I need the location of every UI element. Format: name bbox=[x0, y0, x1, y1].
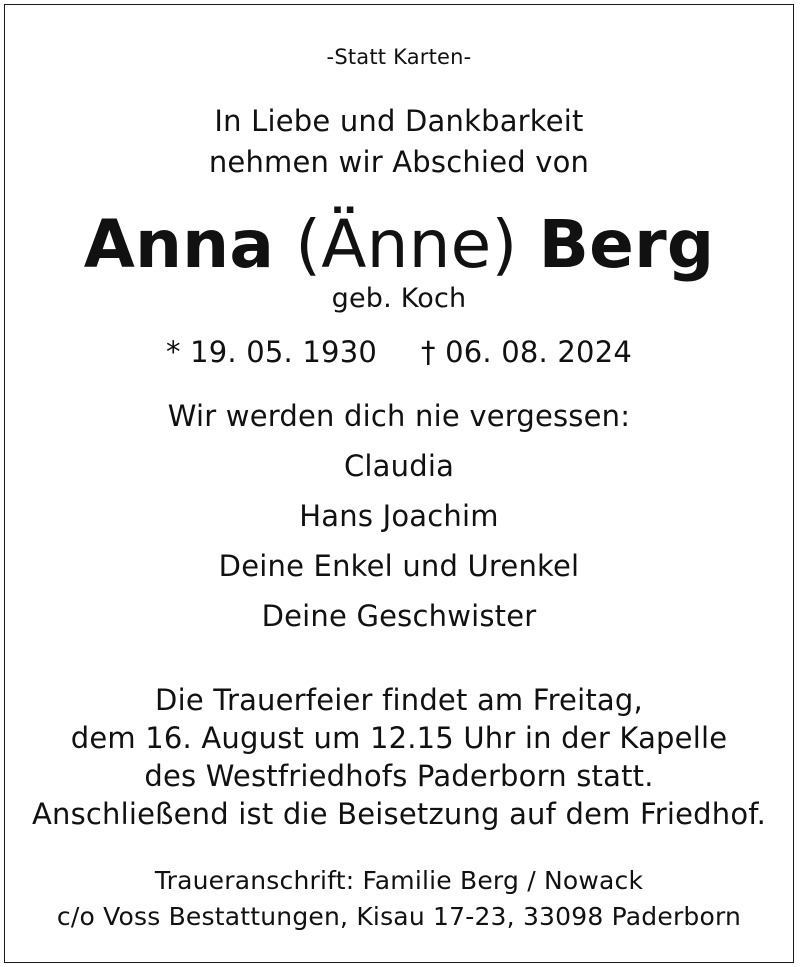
address-line-1: Traueranschrift: Familie Berg / Nowack bbox=[154, 866, 644, 895]
birth-name: geb. Koch bbox=[331, 283, 467, 314]
announcement-line: dem 16. August um 12.15 Uhr in der Kapelle bbox=[70, 721, 728, 755]
deceased-name bbox=[5, 205, 793, 285]
obituary-notice bbox=[4, 4, 794, 963]
mourner-name: Deine Enkel und Urenkel bbox=[218, 549, 580, 583]
intro-line-2: nehmen wir Abschied von bbox=[208, 145, 590, 179]
announcement-line: des Westfriedhofs Paderborn statt. bbox=[144, 759, 654, 793]
last-name: Berg bbox=[538, 206, 715, 283]
vow-line: Wir werden dich nie vergessen: bbox=[167, 399, 631, 433]
address-line-2: c/o Voss Bestattungen, Kisau 17-23, 33098 Paderborn bbox=[56, 902, 742, 931]
life-dates bbox=[5, 335, 793, 369]
birth-date: * 19. 05. 1930 bbox=[166, 335, 377, 369]
nickname: (Änne) bbox=[295, 206, 518, 283]
mourner-name: Hans Joachim bbox=[299, 499, 499, 533]
first-name: Anna bbox=[83, 206, 275, 283]
announcement-line: Die Trauerfeier findet am Freitag, bbox=[155, 683, 643, 717]
mourner-name: Deine Geschwister bbox=[261, 599, 537, 633]
notice-header: -Statt Karten- bbox=[326, 45, 472, 69]
announcement-line: Anschließend ist die Beisetzung auf dem Friedhof. bbox=[31, 797, 767, 831]
mourner-name: Claudia bbox=[343, 449, 455, 483]
death-date: † 06. 08. 2024 bbox=[421, 335, 632, 369]
intro-line-1: In Liebe und Dankbarkeit bbox=[214, 104, 584, 138]
